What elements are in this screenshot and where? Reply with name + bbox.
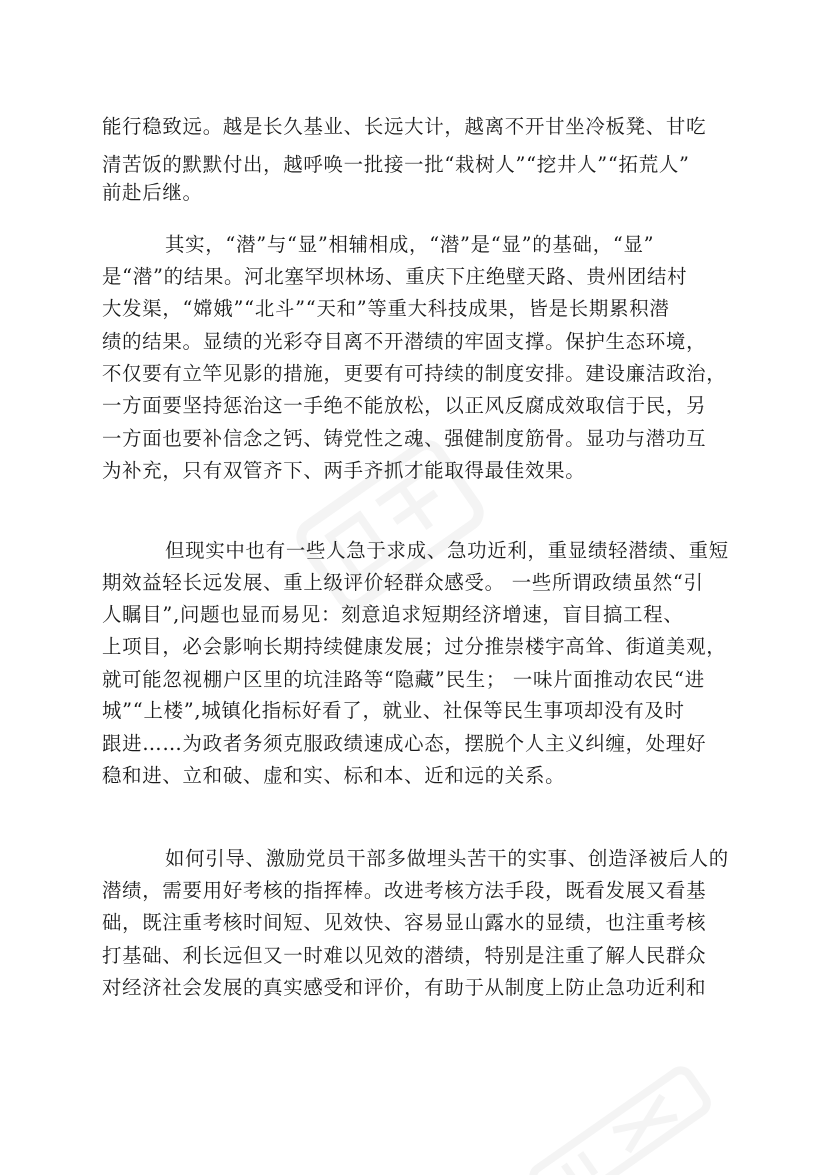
text-line: 稳和进、立和破、虚和实、标和本、近和远的关系。 bbox=[102, 764, 566, 787]
text-line: 础，既注重考核时间短、见效快、容易显山露水的显绩，也注重考核 bbox=[102, 911, 707, 934]
text-line: 一方面要坚持惩治这一手绝不能放松，以正风反腐成效取信于民，另 bbox=[102, 394, 707, 417]
text-line: 如何引导、激励党员干部多做埋头苦干的实事、创造泽被后人的 bbox=[165, 847, 729, 870]
text-line: 对经济社会发展的真实感受和评价，有助于从制度上防止急功近利和 bbox=[102, 976, 707, 999]
text-line: 是“潜”的结果。河北塞罕坝林场、重庆下庄绝壁天路、贵州团结村 bbox=[102, 265, 688, 288]
text-line: 但现实中也有一些人急于求成、急功近利，重显绩轻潜绩、重短 bbox=[165, 539, 729, 562]
text-line: 其实，“潜”与“显”相辅相成，“潜”是“显”的基础，“显” bbox=[165, 233, 655, 256]
watermark-logo-bottom bbox=[521, 1058, 719, 1175]
text-line: 为补充，只有双管齐下、两手齐抓才能取得最佳效果。 bbox=[102, 459, 586, 482]
text-line: 前赴后继。 bbox=[102, 181, 203, 204]
text-line: 人瞩目”,问题也显而易见：刻意追求短期经济增速，盲目搞工程、 bbox=[102, 603, 684, 626]
text-line: 就可能忽视棚户区里的坑洼路等“隐藏”民生； 一味片面推动农民“进 bbox=[102, 668, 705, 691]
text-line: 能行稳致远。越是长久基业、长远大计，越离不开甘坐冷板凳、甘吃 bbox=[102, 115, 707, 138]
text-line: 上项目，必会影响长期持续健康发展；过分推崇楼宇高耸、街道美观， bbox=[102, 635, 727, 658]
text-line: 大发渠，“嫦娥”“北斗”“天和”等重大科技成果，皆是长期累积潜 bbox=[102, 297, 670, 320]
text-line: 不仅要有立竿见影的措施，更要有可持续的制度安排。建设廉洁政治， bbox=[102, 362, 727, 385]
text-line: 一方面也要补信念之钙、铸党性之魂、强健制度筋骨。显功与潜功互 bbox=[102, 427, 707, 450]
text-line: 打基础、利长远但又一时难以见效的潜绩，特别是注重了解人民群众 bbox=[102, 944, 707, 967]
text-line: 清苦饭的默默付出，越呼唤一批接一批“栽树人”“挖井人”“拓荒人” bbox=[102, 153, 690, 176]
text-line: 期效益轻长远发展、重上级评价轻群众感受。 一些所谓政绩虽然“引 bbox=[102, 571, 704, 594]
text-line: 跟进……为政者务须克服政绩速成心态，摆脱个人主义纠缠，处理好 bbox=[102, 732, 707, 755]
text-line: 潜绩，需要用好考核的指挥棒。改进考核方法手段，既看发展又看基 bbox=[102, 879, 707, 902]
text-line: 绩的结果。显绩的光彩夺目离不开潜绩的牢固支撑。保护生态环境， bbox=[102, 330, 707, 353]
text-line: 城”“上楼”,城镇化指标好看了，就业、社保等民生事项却没有及时 bbox=[102, 699, 685, 722]
